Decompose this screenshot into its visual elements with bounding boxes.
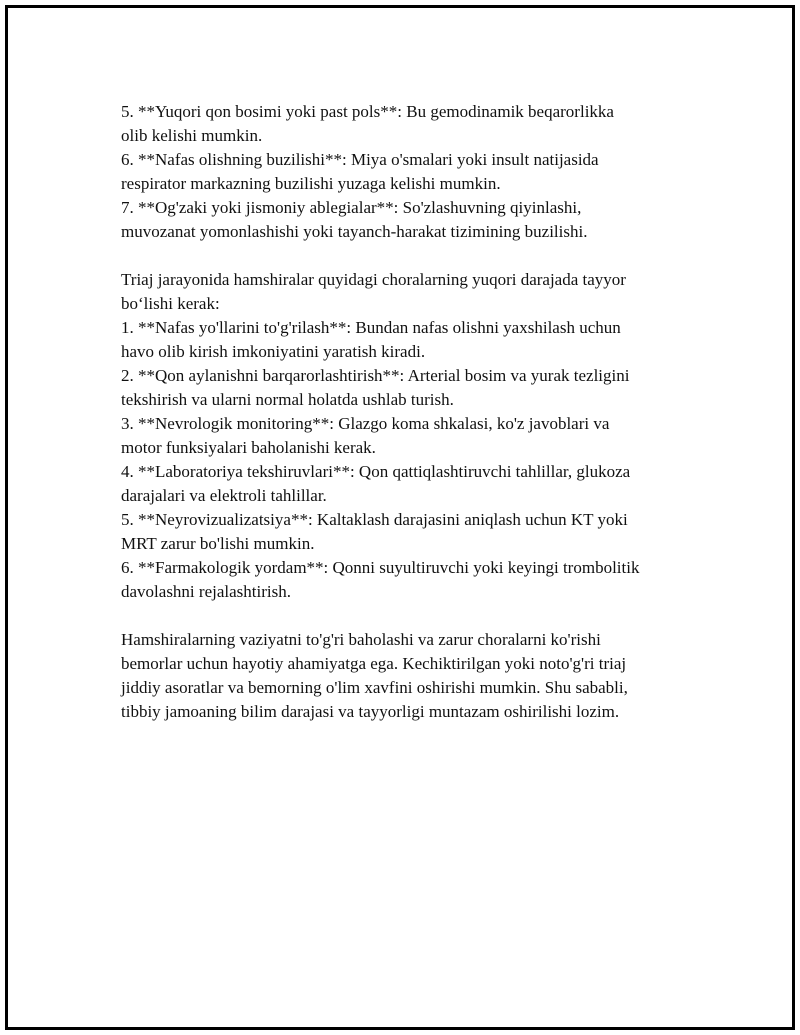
- text-line: motor funksiyalari baholanishi kerak.: [121, 438, 376, 457]
- text-line: 7. **Og'zaki yoki jismoniy ablegialar**: So'zlashuvning qiyinlashi,: [121, 198, 582, 217]
- paragraph-gap: [121, 604, 701, 628]
- text-line: 4. **Laboratoriya tekshiruvlari**: Qon qattiqlashtiruvchi tahlillar, glukoza: [121, 462, 631, 481]
- text-line: havo olib kirish imkoniyatini yaratish kiradi.: [121, 342, 426, 361]
- text-line: davolashni rejalashtirish.: [121, 582, 291, 601]
- text-line: 6. **Nafas olishning buzilishi**: Miya o'smalari yoki insult natijasida: [121, 150, 599, 169]
- text-line: 6. **Farmakologik yordam**: Qonni suyultiruvchi yoki keyingi trombolitik: [121, 558, 640, 577]
- paragraph-gap: [121, 244, 701, 268]
- paragraph-triage-measures: [121, 268, 701, 604]
- text-line: 5. **Neyrovizualizatsiya**: Kaltaklash darajasini aniqlash uchun KT yoki: [121, 510, 628, 529]
- text-line: darajalari va elektroli tahlillar.: [121, 486, 327, 505]
- text-line: 5. **Yuqori qon bosimi yoki past pols**: Bu gemodinamik beqarorlikka: [121, 102, 614, 121]
- text-line: jiddiy asoratlar va bemorning o'lim xavfini oshirishi mumkin. Shu sababli,: [121, 678, 628, 697]
- text-line: Triaj jarayonida hamshiralar quyidagi choralarning yuqori darajada tayyor: [121, 270, 626, 289]
- text-line: bo‘lishi kerak:: [121, 294, 220, 313]
- text-line: Hamshiralarning vaziyatni to'g'ri baholashi va zarur choralarni ko'rishi: [121, 630, 601, 649]
- text-line: 3. **Nevrologik monitoring**: Glazgo koma shkalasi, ko'z javoblari va: [121, 414, 610, 433]
- text-line: tekshirish va ularni normal holatda ushlab turish.: [121, 390, 454, 409]
- text-line: bemorlar uchun hayotiy ahamiyatga ega. Kechiktirilgan yoki noto'g'ri triaj: [121, 654, 627, 673]
- paragraph-conclusion: [121, 628, 701, 724]
- page-frame: [5, 5, 795, 1030]
- text-line: 1. **Nafas yo'llarini to'g'rilash**: Bundan nafas olishni yaxshilash uchun: [121, 318, 621, 337]
- text-line: 2. **Qon aylanishni barqarorlashtirish**: Arterial bosim va yurak tezligini: [121, 366, 630, 385]
- text-line: respirator markazning buzilishi yuzaga kelishi mumkin.: [121, 174, 501, 193]
- paragraph-symptoms-list: [121, 100, 701, 244]
- document-body: [121, 100, 701, 724]
- text-line: MRT zarur bo'lishi mumkin.: [121, 534, 315, 553]
- text-line: muvozanat yomonlashishi yoki tayanch-harakat tizimining buzilishi.: [121, 222, 588, 241]
- text-line: tibbiy jamoaning bilim darajasi va tayyorligi muntazam oshirilishi lozim.: [121, 702, 620, 721]
- text-line: olib kelishi mumkin.: [121, 126, 263, 145]
